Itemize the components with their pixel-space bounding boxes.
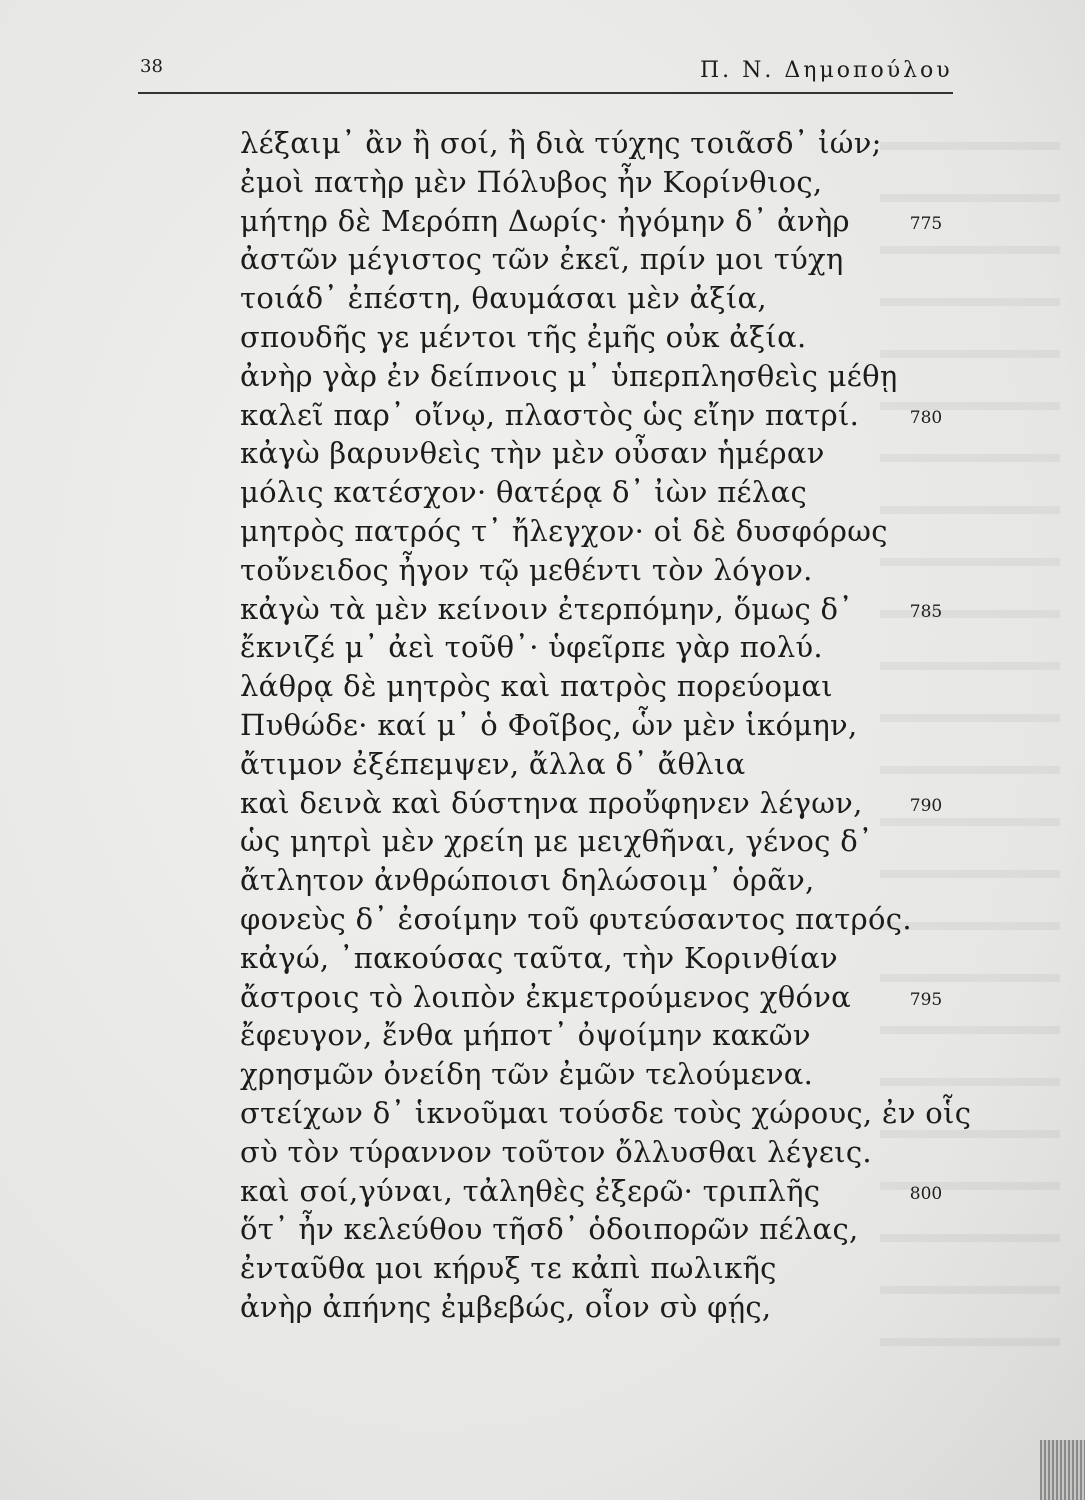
verse-line: κἀγὼ τὰ μὲν κείνοιν ἐτερπόμην, ὅμως δ᾽ [240, 591, 854, 626]
verse-line: τοὔνειδος ἦγον τῷ μεθέντι τὸν λόγον. [240, 552, 813, 587]
verse-line: ἐνταῦθα μοι κήρυξ τε κἀπὶ πωλικῆς [240, 1251, 777, 1286]
verse-line: φονεὺς δ᾽ ἐσοίμην τοῦ φυτεύσαντος πατρός. [240, 901, 912, 936]
verse-line: μητρὸς πατρός τ᾽ ἤλεγχον· οἱ δὲ δυσφόρως [240, 513, 888, 548]
verse-text [240, 124, 971, 1327]
running-head-author: Π. Ν. Δημοπούλου [700, 58, 953, 83]
verse-line: λέξαιμ᾽ ἂν ἢ σοί, ἢ διὰ τύχης τοιᾶσδ᾽ ἰών; [240, 126, 882, 160]
verse-line: Πυθώδε· καί μ᾽ ὁ Φοῖβος, ὧν μὲν ἱκόμην, [240, 707, 858, 742]
verse-line: καὶ δεινὰ καὶ δύστηνα προὔφηνεν λέγων, [240, 785, 863, 820]
verse-line: ἄτλητον ἀνθρώποισι δηλώσοιμ᾽ ὁρᾶν, [240, 863, 815, 898]
verse-line: μήτηρ δὲ Μερόπη Δωρίς· ἠγόμην δ᾽ ἀνὴρ [240, 203, 850, 238]
verse-line: ἀνὴρ ἀπήνης ἐμβεβώς, οἷον σὺ φῄς, [240, 1289, 772, 1324]
line-number: 800 [909, 1183, 943, 1204]
line-number: 775 [909, 213, 943, 234]
scan-edge-mark [1040, 1440, 1085, 1500]
line-number: 785 [909, 601, 943, 622]
verse-line: μόλις κατέσχον· θατέρᾳ δ᾽ ἰὼν πέλας [240, 475, 807, 510]
verse-line: ἀνὴρ γὰρ ἐν δείπνοις μ᾽ ὑπερπλησθεὶς μέθῃ [240, 358, 898, 393]
verse-line: ἐμοὶ πατὴρ μὲν Πόλυβος ἦν Κορίνθιος, [240, 164, 823, 199]
verse-line: κἀγὼ βαρυνθεὶς τὴν μὲν οὖσαν ἡμέραν [240, 436, 825, 471]
verse-line: χρησμῶν ὀνείδη τῶν ἐμῶν τελούμενα. [240, 1057, 814, 1092]
verse-line: σπουδῆς γε μέντοι τῆς ἐμῆς οὐκ ἀξία. [240, 319, 807, 354]
verse-line: ἔφευγον, ἔνθα μήποτ᾽ ὀψοίμην κακῶν [240, 1018, 811, 1053]
verse-line: στείχων δ᾽ ἱκνοῦμαι τούσδε τοὺς χώρους, ἐν οἷς [240, 1095, 972, 1130]
verse-line: ἄστροις τὸ λοιπὸν ἐκμετρούμενος χθόνα [240, 979, 852, 1014]
verse-line: καὶ σοί,γύναι, τἀληθὲς ἐξερῶ· τριπλῆς [240, 1173, 821, 1208]
verse-line: ἔκνιζέ μ᾽ ἀεὶ τοῦθ᾽· ὑφεῖρπε γὰρ πολύ. [240, 630, 823, 665]
line-number: 790 [909, 795, 943, 816]
verse-line: τοιάδ᾽ ἐπέστη, θαυμάσαι μὲν ἀξία, [240, 281, 767, 316]
header-rule [138, 92, 953, 94]
verse-line: κἀγώ, ᾽πακούσας ταῦτα, τὴν Κορινθίαν [240, 940, 838, 975]
verse-line: ὡς μητρὶ μὲν χρείη με μειχθῆναι, γένος δ᾽ [240, 824, 873, 859]
verse-line: ἄτιμον ἐξέπεμψεν, ἄλλα δ᾽ ἄθλια [240, 746, 746, 781]
page-number: 38 [140, 56, 163, 77]
verse-line: λάθρᾳ δὲ μητρὸς καὶ πατρὸς πορεύομαι [240, 669, 833, 704]
verse-line: σὺ τὸν τύραννον τοῦτον ὄλλυσθαι λέγεις. [240, 1134, 872, 1169]
line-number: 780 [909, 407, 943, 428]
verse-line: καλεῖ παρ᾽ οἴνῳ, πλαστὸς ὡς εἴην πατρί. [240, 397, 860, 432]
line-number: 795 [909, 989, 943, 1010]
verse-line: ὅτ᾽ ἦν κελεύθου τῆσδ᾽ ὁδοιπορῶν πέλας, [240, 1212, 859, 1247]
verse-line: ἀστῶν μέγιστος τῶν ἐκεῖ, πρίν μοι τύχη [240, 242, 844, 277]
